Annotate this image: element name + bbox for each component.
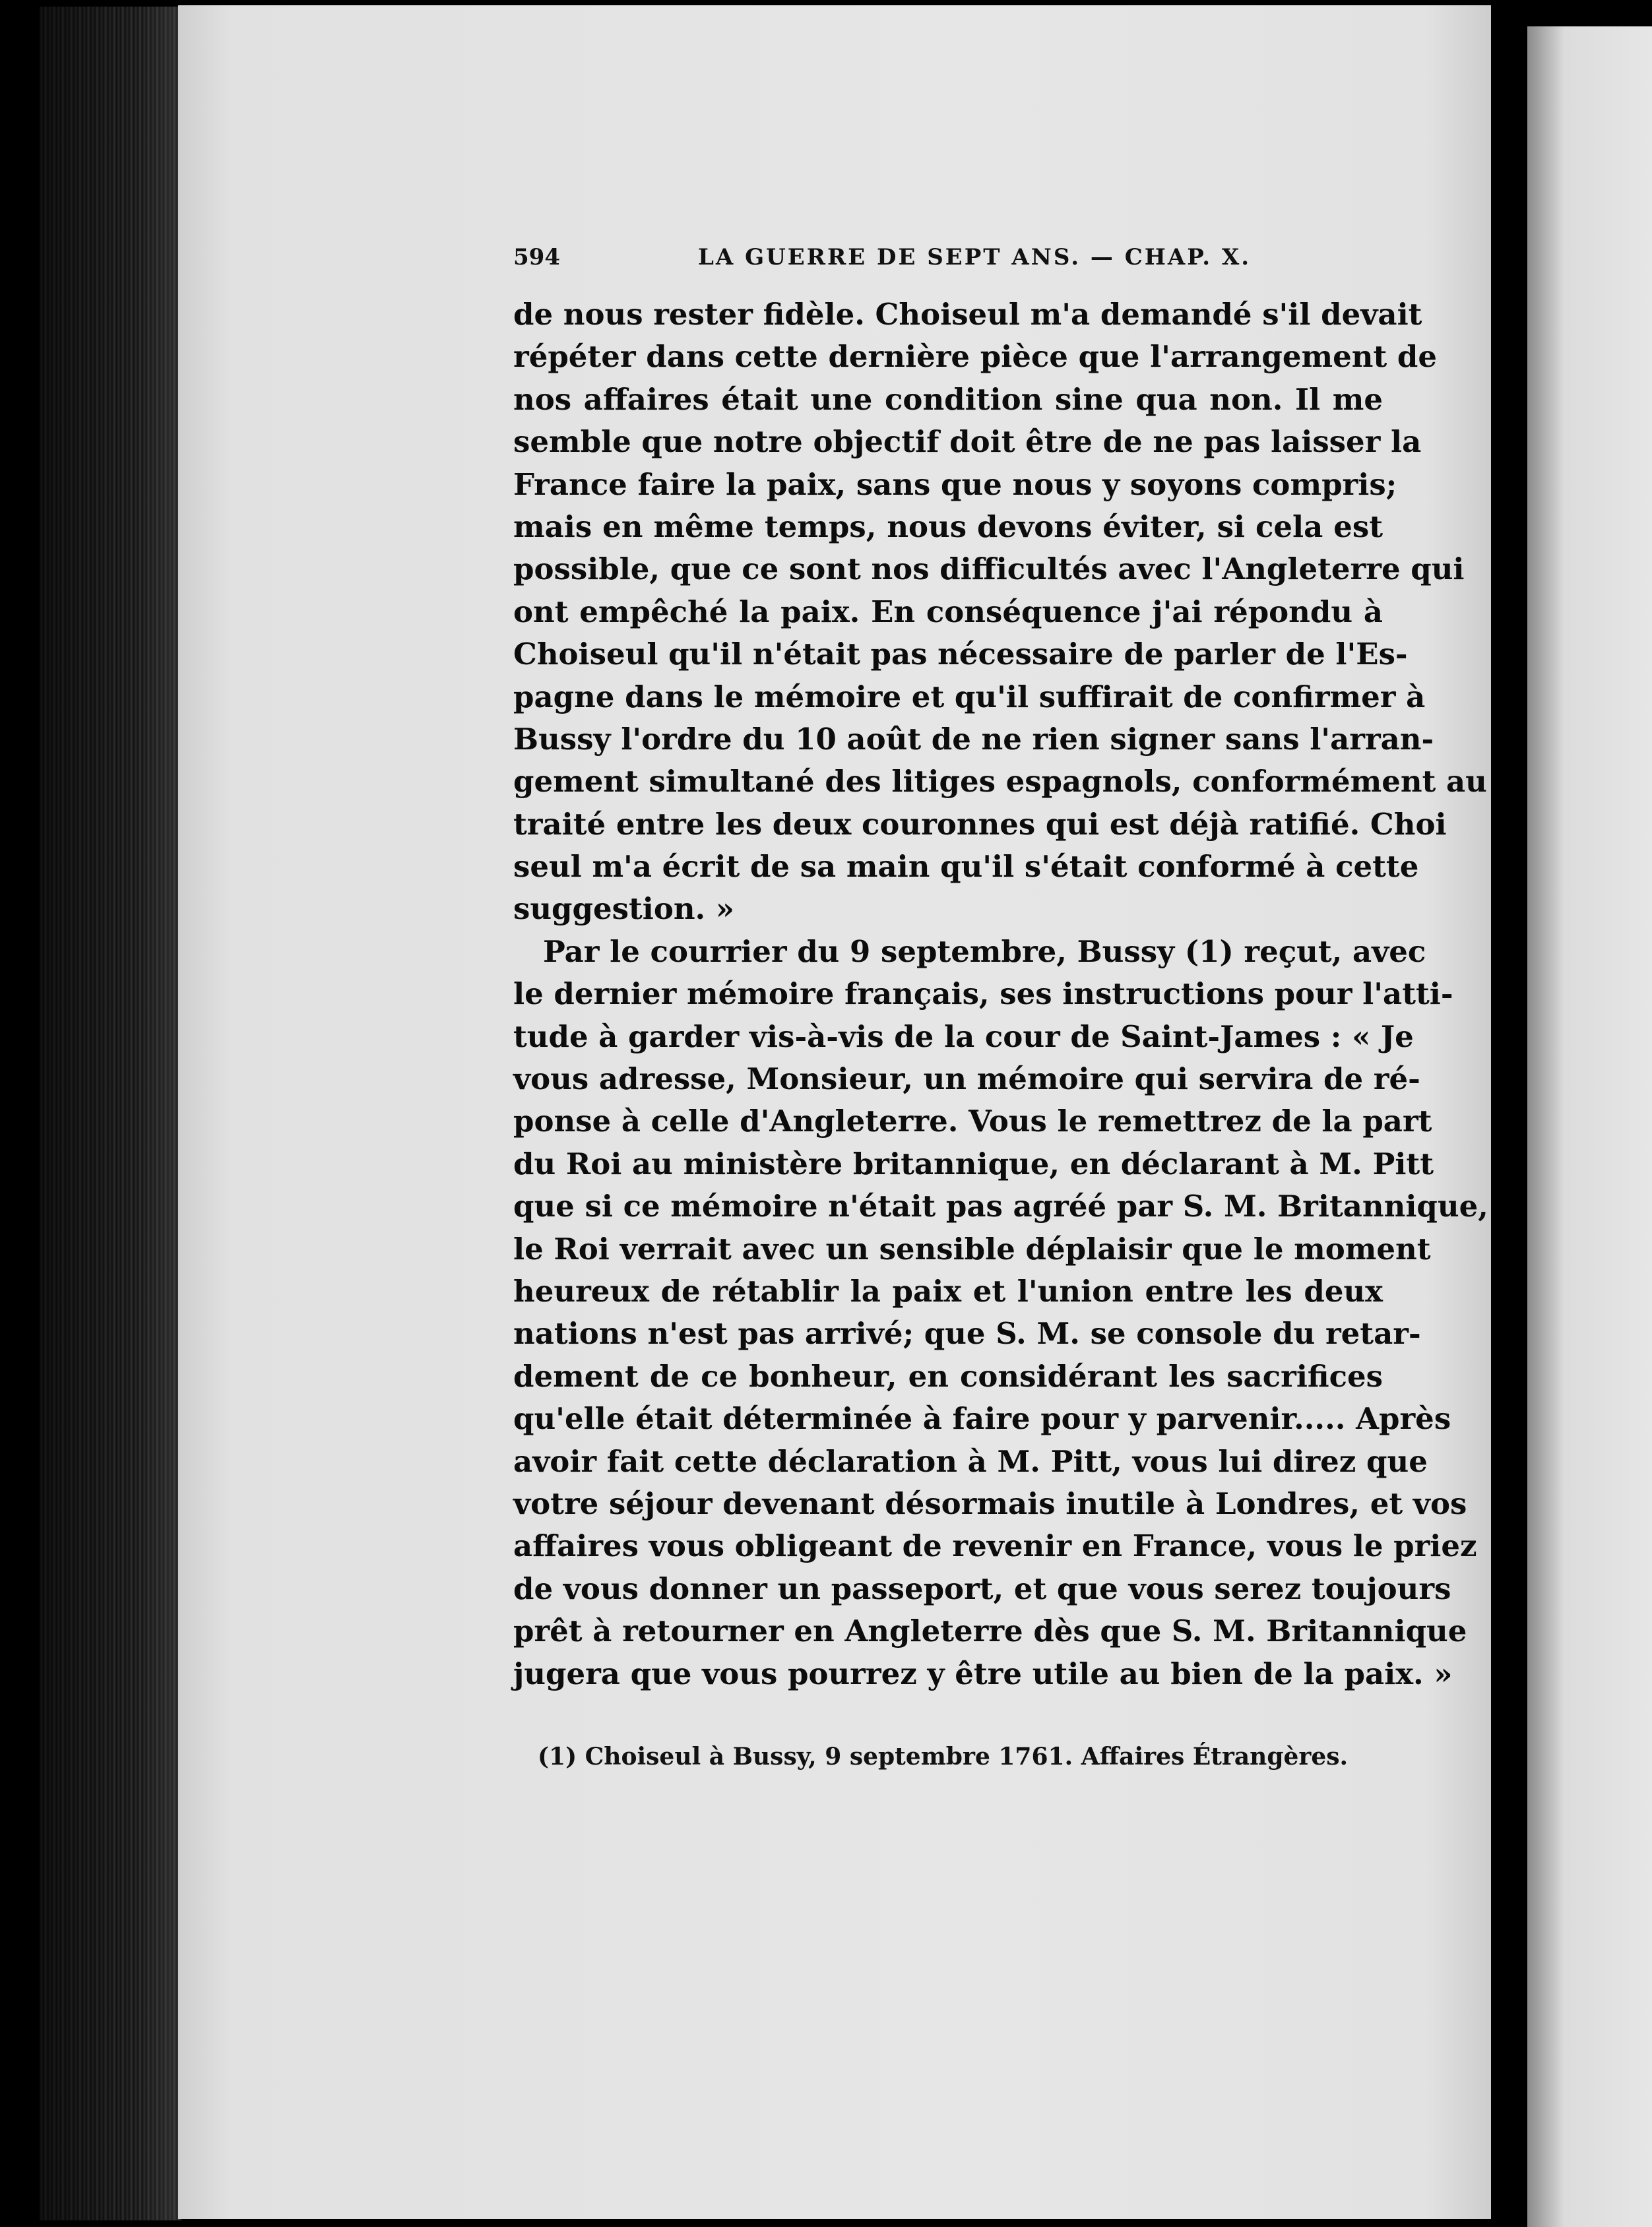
running-title: LA GUERRE DE SEPT ANS. — CHAP. X. — [698, 244, 1252, 270]
text-line: ont empêché la paix. En conséquence j'ai répondu à — [513, 594, 1383, 629]
text-line: jugera que vous pourrez y être utile au bien de la paix. » — [513, 1656, 1453, 1691]
page-gutter — [1490, 0, 1529, 2227]
text-line: dement de ce bonheur, en considérant les sacrifices — [513, 1358, 1383, 1394]
running-head — [513, 244, 1383, 277]
text-line: ponse à celle d'Angleterre. Vous le remettrez de la part — [513, 1104, 1432, 1139]
text-line: avoir fait cette déclaration à M. Pitt, vous lui direz que — [513, 1443, 1428, 1479]
text-line: le Roi verrait avec un sensible déplaisir que le moment — [513, 1231, 1431, 1267]
text-line: pagne dans le mémoire et qu'il suffirait de confirmer à — [513, 679, 1426, 714]
text-line: que si ce mémoire n'était pas agréé par S. M. Britannique, — [513, 1189, 1488, 1224]
text-line: du Roi au ministère britannique, en déclarant à M. Pitt — [513, 1146, 1434, 1181]
page-number: 594 — [513, 244, 560, 270]
book-edge-shadow — [40, 7, 181, 2220]
next-page-edge — [1527, 26, 1652, 2227]
text-line: nos affaires était une condition sine qua non. Il me — [513, 381, 1383, 417]
text-line: Choiseul qu'il n'était pas nécessaire de parler de l'Es- — [513, 637, 1408, 672]
text-line: tude à garder vis-à-vis de la cour de Saint-James : « Je — [513, 1019, 1414, 1054]
text-line: mais en même temps, nous devons éviter, si cela est — [513, 509, 1383, 544]
text-line: de vous donner un passeport, et que vous serez toujours — [513, 1571, 1451, 1606]
text-line: le dernier mémoire français, ses instructions pour l'atti- — [513, 976, 1453, 1012]
text-line: traité entre les deux couronnes qui est déjà ratifié. Choi — [513, 806, 1447, 842]
text-line: répéter dans cette dernière pièce que l'arrangement de — [513, 339, 1438, 375]
text-line: Bussy l'ordre du 10 août de ne rien signer sans l'arran- — [513, 721, 1434, 757]
text-line: Par le courrier du 9 septembre, Bussy (1) reçut, avec — [543, 933, 1426, 969]
text-line: qu'elle était déterminée à faire pour y parvenir..... Après — [513, 1401, 1451, 1437]
text-line: heureux de rétablir la paix et l'union entre les deux — [513, 1273, 1383, 1309]
text-line: seul m'a écrit de sa main qu'il s'était conformé à cette — [513, 849, 1419, 885]
text-line: gement simultané des litiges espagnols, conformément au — [513, 764, 1487, 800]
text-line: semble que notre objectif doit être de ne pas laisser la — [513, 424, 1422, 460]
text-line: votre séjour devenant désormais inutile à Londres, et vos — [513, 1486, 1467, 1521]
text-line: prêt à retourner en Angleterre dès que S. M. Britannique — [513, 1614, 1467, 1649]
text-line: possible, que ce sont nos difficultés avec l'Angleterre qui — [513, 551, 1465, 587]
text-line: vous adresse, Monsieur, un mémoire qui servira de ré- — [513, 1061, 1420, 1097]
text-line: France faire la paix, sans que nous y soyons compris; — [513, 466, 1397, 502]
footnote: (1) Choiseul à Bussy, 9 septembre 1761. Affaires Étrangères. — [538, 1743, 1349, 1771]
text-line: de nous rester fidèle. Choiseul m'a demandé s'il devait — [513, 297, 1422, 332]
text-line: affaires vous obligeant de revenir en France, vous le priez — [513, 1528, 1477, 1564]
text-line: nations n'est pas arrivé; que S. M. se console du retar- — [513, 1316, 1421, 1352]
body-text — [513, 294, 1488, 1695]
text-line: suggestion. » — [513, 891, 735, 927]
